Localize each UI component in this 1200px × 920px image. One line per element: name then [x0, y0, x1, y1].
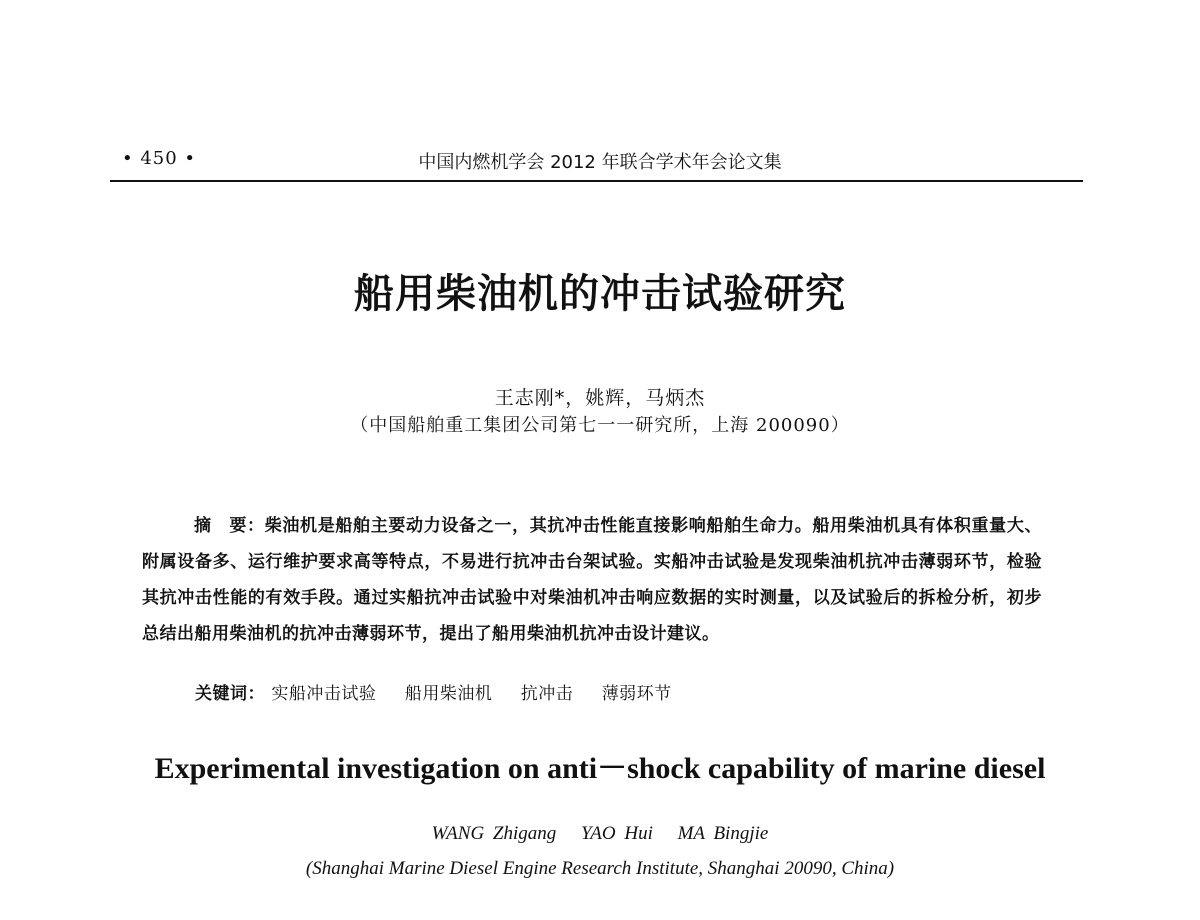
keywords-label: 关键词： — [195, 684, 265, 704]
keyword-item: 薄弱环节 — [601, 684, 672, 704]
keywords-cn — [195, 679, 694, 704]
page-number: • 450 • — [122, 148, 197, 169]
authors-en — [0, 823, 1200, 845]
keyword-item: 船用柴油机 — [404, 684, 493, 704]
author-en: WANG Zhigang — [431, 823, 557, 844]
running-title: 中国内燃机学会 2012 年联合学术年会论文集 — [418, 152, 782, 173]
authors-cn: 王志刚*，姚辉，马炳杰 — [494, 387, 706, 409]
abstract-label: 摘 要： — [194, 516, 265, 536]
abstract-cn — [142, 508, 1042, 652]
paper-title-cn: 船用柴油机的冲击试验研究 — [354, 270, 846, 317]
author-en: YAO Hui — [581, 823, 653, 844]
paper-title-en: Experimental investigation on anti－shock capability of marine diesel — [154, 752, 1046, 785]
header-divider — [110, 180, 1083, 182]
affiliation-cn: （中国船舶重工集团公司第七一一研究所，上海 200090） — [350, 415, 850, 436]
keyword-item: 抗冲击 — [520, 684, 574, 704]
affiliation-en: (Shanghai Marine Diesel Engine Research Institute, Shanghai 20090, China) — [305, 858, 895, 879]
keyword-item: 实船冲击试验 — [271, 684, 377, 704]
abstract-text: 柴油机是船舶主要动力设备之一，其抗冲击性能直接影响船舶生命力。船用柴油机具有体积重量大、附属设备多、运行维护要求高等特点，不易进行抗冲击台架试验。实船冲击试验是发现柴油机抗冲击薄弱环节，检验其抗冲击性能的有效手段。通过实船抗冲击试验中对柴油机冲击响应数据的实时测量，以及试验后的拆检分析，初步总结出船用柴油机的抗冲击薄弱环节，提出了船用柴油机抗冲击设计建议。 — [142, 516, 1043, 644]
author-en: MA Bingjie — [677, 823, 769, 844]
